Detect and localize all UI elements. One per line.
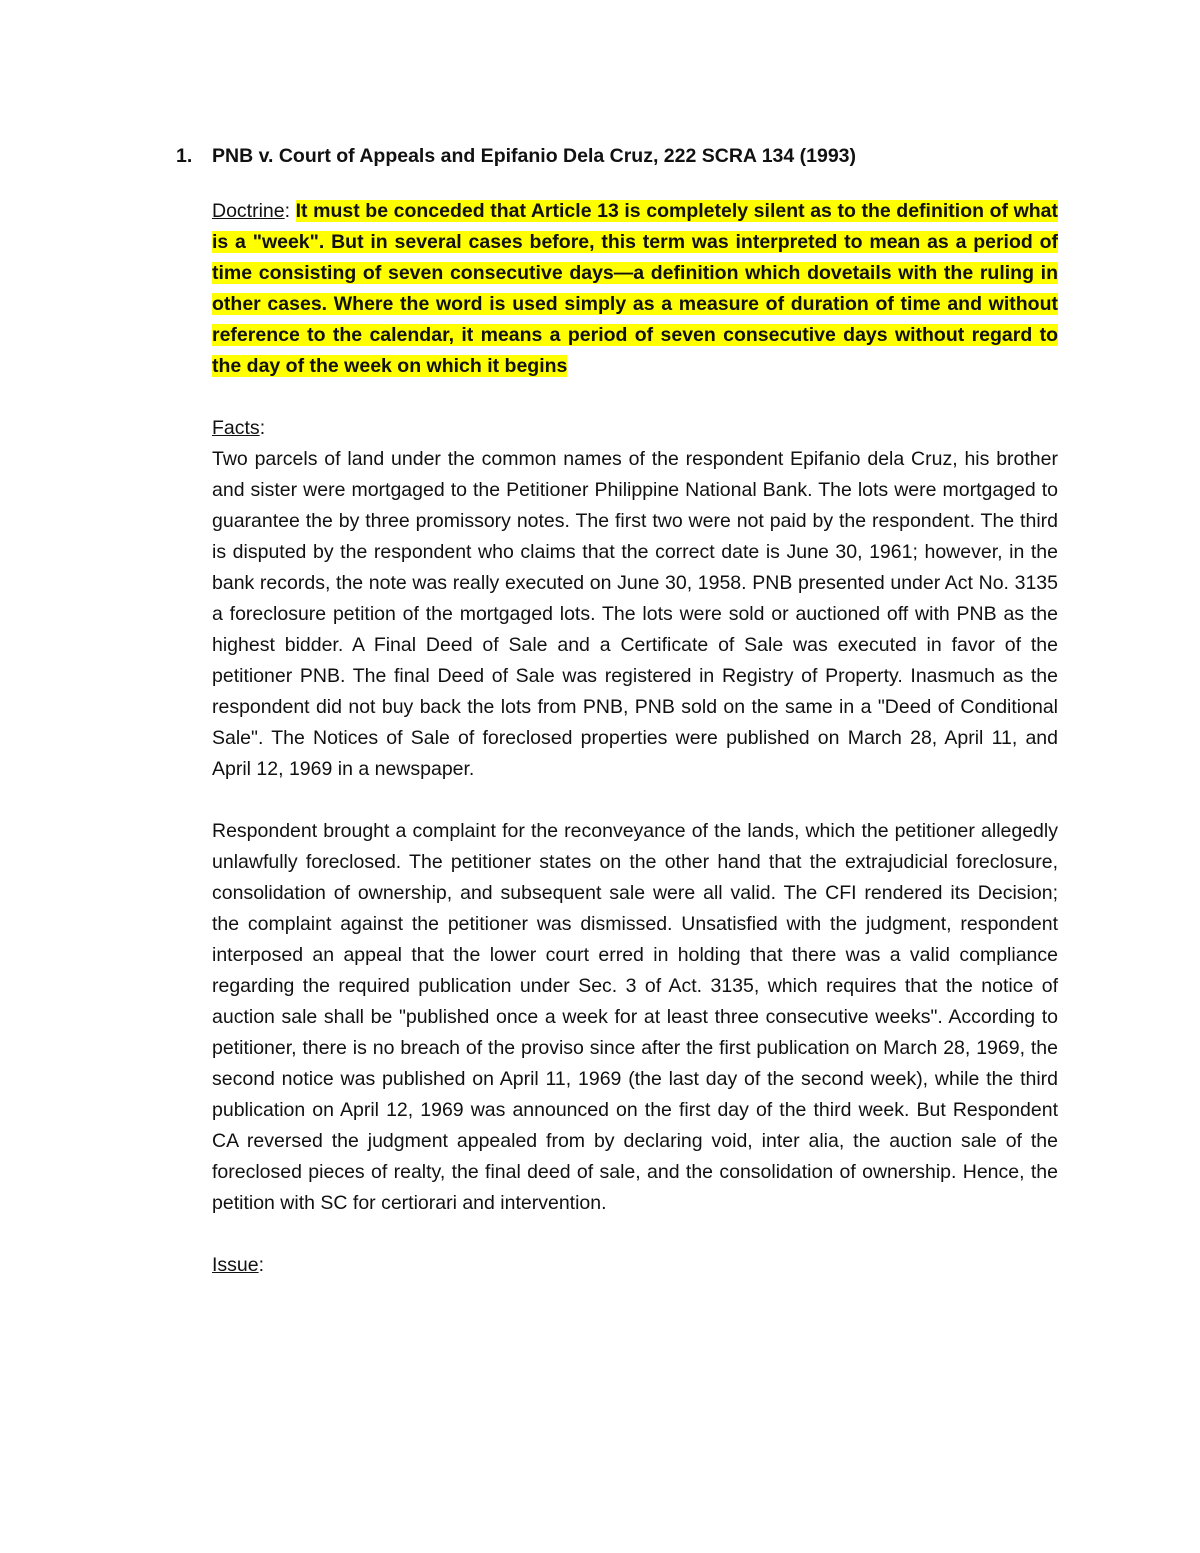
issue-colon: :: [258, 1254, 265, 1276]
facts-label: Facts: [212, 417, 260, 439]
doctrine-label: Doctrine: [212, 200, 285, 222]
doctrine-text: It must be conceded that Article 13 is completely silent as to the definition of what is a "week". But in several cases before, this term was interpreted to mean as a period of time consisting of seven consecutive days—a definition which dovetails with the ruling in other cases. Where the word is used simply as a measure of duration of time and without reference to the calendar, it means a period of seven consecutive days without regard to the day of the week on which it begins: [212, 200, 1058, 377]
doctrine-label-group: [212, 200, 290, 222]
case-heading: [176, 140, 1058, 172]
issue-heading: [212, 1250, 1058, 1281]
facts-heading: [212, 413, 1058, 444]
issue-label: Issue: [212, 1254, 259, 1276]
doctrine-block: [212, 196, 1058, 382]
doctrine-colon: :: [284, 200, 291, 222]
case-number: 1.: [176, 145, 193, 167]
facts-colon: :: [259, 417, 266, 439]
document-content: [176, 140, 1058, 1281]
case-title: PNB v. Court of Appeals and Epifanio Dela Cruz, 222 SCRA 134 (1993): [212, 145, 857, 167]
facts-paragraph-2: Respondent brought a complaint for the reconveyance of the lands, which the petitioner allegedly unlawfully foreclosed. The petitioner states on the other hand that the extrajudicial foreclosure, consolidation of ownership, and subsequent sale were all valid. The CFI rendered its Decision; the complaint against the petitioner was dismissed. Unsatisfied with the judgment, respondent interposed an appeal that the lower court erred in holding that there was a valid compliance regarding the required publication under Sec. 3 of Act. 3135, which requires that the notice of auction sale shall be "published once a week for at least three consecutive weeks". According to petitioner, there is no breach of the proviso since after the first publication on March 28, 1969, the second notice was published on April 11, 1969 (the last day of the second week), while the third publication on April 12, 1969 was announced on the first day of the third week. But Respondent CA reversed the judgment appealed from by declaring void, inter alia, the auction sale of the foreclosed pieces of realty, the final deed of sale, and the consolidation of ownership. Hence, the petition with SC for certiorari and intervention.: [212, 820, 1058, 1214]
facts-paragraph-1: Two parcels of land under the common names of the respondent Epifanio dela Cruz, his brother and sister were mortgaged to the Petitioner Philippine National Bank. The lots were mortgaged to guarantee the by three promissory notes. The first two were not paid by the respondent. The third is disputed by the respondent who claims that the correct date is June 30, 1961; however, in the bank records, the note was really executed on June 30, 1958. PNB presented under Act No. 3135 a foreclosure petition of the mortgaged lots. The lots were sold or auctioned off with PNB as the highest bidder. A Final Deed of Sale and a Certificate of Sale was executed in favor of the petitioner PNB. The final Deed of Sale was registered in Registry of Property. Inasmuch as the respondent did not buy back the lots from PNB, PNB sold on the same in a "Deed of Conditional Sale". The Notices of Sale of foreclosed properties were published on March 28, April 11, and April 12, 1969 in a newspaper.: [212, 448, 1058, 780]
